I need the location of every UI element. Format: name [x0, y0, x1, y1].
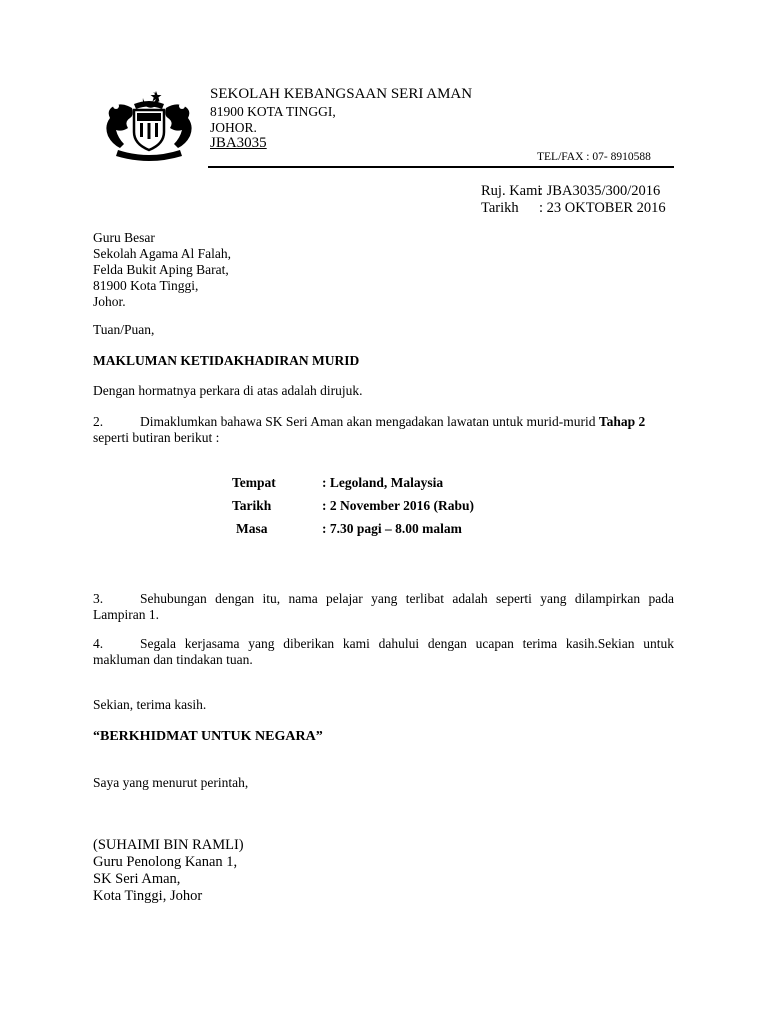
signatory-place: Kota Tinggi, Johor: [93, 888, 203, 904]
detail-label: Tempat: [232, 475, 276, 490]
detail-label: Masa: [236, 521, 268, 536]
motto: “BERKHIDMAT UNTUK NEGARA”: [93, 729, 323, 744]
salutation: Tuan/Puan,: [93, 322, 155, 337]
para-4: [93, 636, 674, 668]
para-3-line-1: [93, 591, 674, 607]
para-4-number: 4.: [93, 636, 104, 651]
ruj-value: : JBA3035/300/2016: [539, 183, 661, 199]
para-3-number: 3.: [93, 591, 104, 606]
ruj-label: Ruj. Kami: [481, 183, 542, 199]
signatory-org: SK Seri Aman,: [93, 871, 181, 887]
signatory-name: (SUHAIMI BIN RAMLI): [93, 837, 244, 853]
para-2-bold: Tahap 2: [598, 414, 646, 429]
para-4-line-2: makluman dan tindakan tuan.: [93, 652, 253, 667]
subject-heading: MAKLUMAN KETIDAKHADIRAN MURID: [93, 353, 360, 368]
para-3-text: Sehubungan dengan itu, nama pelajar yang terlibat adalah seperti yang dilampirkan pada: [140, 591, 674, 606]
para-4-line-1: [93, 636, 674, 652]
detail-row: [232, 498, 474, 514]
detail-row: [236, 521, 462, 537]
address-line-2: JOHOR.: [210, 120, 257, 135]
sign-off: Saya yang menurut perintah,: [93, 775, 249, 790]
para-3-line-2: Lampiran 1.: [93, 607, 159, 622]
detail-row: [232, 475, 443, 491]
signatory-title: Guru Penolong Kanan 1,: [93, 854, 238, 870]
school-name: SEKOLAH KEBANGSAAN SERI AMAN: [210, 86, 473, 102]
recipient-line-5: Johor.: [93, 294, 126, 309]
coat-of-arms-icon: [104, 88, 194, 162]
letterhead-divider: [208, 166, 674, 168]
para-2-line-2: seperti butiran berikut :: [93, 430, 220, 445]
para-3: [93, 591, 674, 623]
opening-line: Dengan hormatnya perkara di atas adalah dirujuk.: [93, 383, 363, 398]
tarikh-label: Tarikh: [481, 200, 519, 216]
recipient-line-3: Felda Bukit Aping Barat,: [93, 262, 229, 277]
telfax: TEL/FAX : 07- 8910588: [537, 151, 651, 163]
para-4-text: Segala kerjasama yang diberikan kami dahului dengan ucapan terima kasih.Sekian untuk: [140, 636, 674, 651]
tarikh-value: : 23 OKTOBER 2016: [539, 200, 666, 216]
para-2-number: 2.: [93, 414, 104, 429]
detail-value: : 7.30 pagi – 8.00 malam: [322, 521, 462, 536]
recipient-line-1: Guru Besar: [93, 230, 155, 245]
address-line-1: 81900 KOTA TINGGI,: [210, 104, 336, 119]
recipient-line-4: 81900 Kota Tinggi,: [93, 278, 199, 293]
reference-ruj: [481, 183, 660, 200]
detail-value: : Legoland, Malaysia: [322, 475, 444, 490]
detail-label: Tarikh: [232, 498, 272, 513]
recipient-line-2: Sekolah Agama Al Falah,: [93, 246, 231, 261]
closing-line: Sekian, terima kasih.: [93, 697, 207, 712]
school-code: JBA3035: [210, 135, 267, 151]
para-2-line-1: [93, 414, 645, 430]
detail-value: : 2 November 2016 (Rabu): [322, 498, 474, 513]
reference-tarikh: [481, 200, 666, 217]
para-2-text: Dimaklumkan bahawa SK Seri Aman akan mengadakan lawatan untuk murid-murid: [140, 414, 599, 429]
